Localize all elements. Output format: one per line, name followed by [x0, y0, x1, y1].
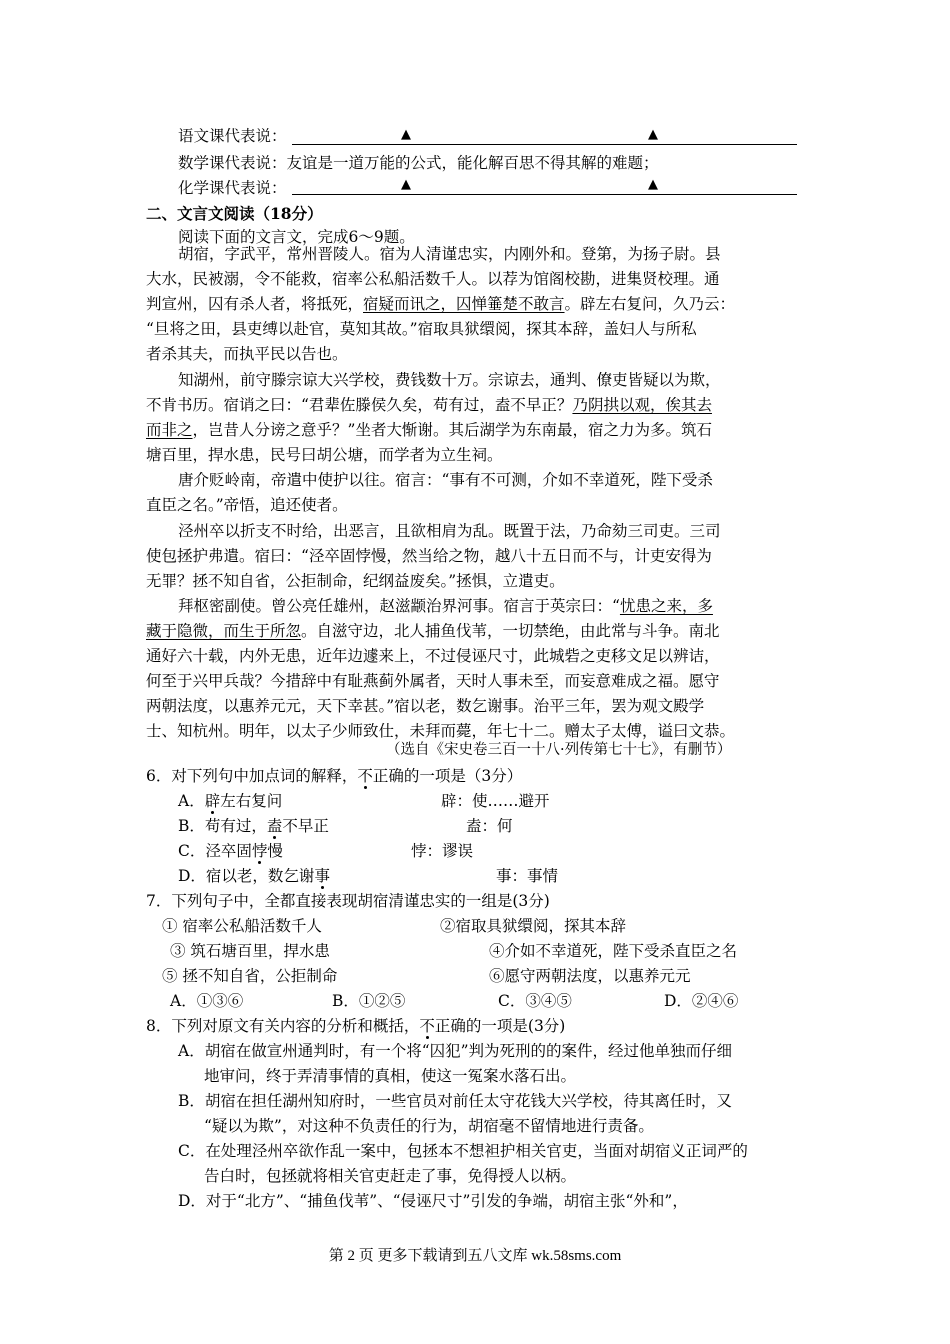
passage-line: 唐介贬岭南，帝遣中使护以往。宿言：“事有不可测，介如不幸道死，陛下受杀 [178, 471, 713, 489]
underlined-sentence: 宿疑而讯之，囚惮箠楚不敢言 [363, 295, 565, 313]
q7-option-d[interactable]: D．②④⑥ [664, 992, 739, 1010]
math-rep-line [178, 151, 659, 175]
passage-line: 塘百里，捍水患，民号曰胡公塘，而学者为立生祠。 [146, 446, 503, 464]
chinese-rep-label: 语文课代表说： [178, 127, 287, 145]
question-7-stem: 7．下列句子中，全都直接表现胡宿清谨忠实的一组是(3分) [146, 892, 550, 910]
triangle-marker-icon: ▲ [401, 127, 411, 142]
passage-line: 两朝法度，以惠养元元，天下幸甚。”宿以老，数乞谢事。治平三年，罢为观文殿学 [146, 697, 705, 715]
q7-option-c[interactable]: C．③④⑤ [498, 992, 572, 1010]
q8-option-a-cont: 地审问，终于弄清事情的真相，使这一冤案水落石出。 [204, 1067, 577, 1085]
q7-sentence-2: ②宿取具狱缳阅，探其本辞 [440, 917, 627, 935]
math-rep-label: 数学课代表说： [178, 154, 287, 172]
q6-gloss-a: 辟：使……避开 [441, 792, 550, 810]
passage-line: 直臣之名。”帝悟，追还使者。 [146, 496, 348, 514]
q6-gloss-b: 盍：何 [466, 817, 513, 835]
q8-option-d[interactable]: D．对于“北方”、“捕鱼伐苇”、“侵诬尺寸”引发的争端，胡宿主张“外和”， [178, 1192, 688, 1210]
q7-sentence-6: ⑥愿守两朝法度，以惠养元元 [489, 967, 691, 985]
passage-line: 胡宿，字武平，常州晋陵人。宿为人清谨忠实，内刚外和。登第，为扬子尉。县 [178, 245, 721, 263]
passage-line: 泾州卒以折支不时给，出恶言，且欲相肩为乱。既置于法，乃命劾三司吏。三司 [178, 522, 721, 540]
question-8-stem: 8．下列对原文有关内容的分析和概括，不正确的一项是(3分) [146, 1017, 566, 1035]
triangle-marker-icon: ▲ [648, 127, 658, 142]
q6-option-d[interactable]: D．宿以老，数乞谢事 [178, 867, 330, 885]
chemistry-rep-answer-blank[interactable] [292, 177, 797, 195]
passage-line: 通好六十载，内外无患，近年边遽来上，不过侵诬尺寸，此城砦之吏移文足以辨诘， [146, 647, 720, 665]
chemistry-rep-label: 化学课代表说： [178, 179, 287, 197]
passage-line: 者杀其夫，而执平民以告也。 [146, 345, 348, 363]
q7-sentence-3: ③ 筑石塘百里，捍水患 [170, 942, 330, 960]
q8-option-b[interactable]: B．胡宿在担任湖州知府时，一些官员对前任太守花钱大兴学校，待其离任时，又 [178, 1092, 732, 1110]
q6-option-b[interactable]: B．苟有过，盍不早正 [178, 817, 329, 835]
passage-line: 大水，民被溺，令不能救，宿率公私船活数千人。以荐为馆阁校勘，进集贤校理。通 [146, 270, 720, 288]
q8-option-a[interactable]: A．胡宿在做宣州通判时，有一个将“囚犯”判为死刑的的案件，经过他单独而仔细 [178, 1042, 733, 1060]
triangle-marker-icon: ▲ [648, 177, 658, 192]
underlined-sentence: 乃阴拱以观，俟其去 [572, 396, 712, 414]
q6-gloss-c: 悖：谬误 [411, 842, 474, 860]
underlined-sentence: 忧患之来，多 [619, 597, 713, 615]
reading-intro: 阅读下面的文言文，完成6～9题。 [178, 228, 415, 246]
passage-line: “旦将之田，县吏缚以赴官，莫知其故。”宿取具狱缳阅，探其本辞，盖妇人与所私 [146, 320, 697, 338]
underlined-sentence: 而非之 [146, 421, 193, 439]
section-heading: 二、文言文阅读（18分） [146, 204, 323, 223]
question-6-stem: 6．对下列句中加点词的解释，不正确的一项是（3分） [146, 767, 523, 785]
q8-option-c-cont: 告白时，包拯就将相关官吏赶走了事，免得授人以柄。 [204, 1167, 577, 1185]
q7-option-b[interactable]: B．①②⑤ [332, 992, 406, 1010]
passage-line: 藏于隐微，而生于所忽。自滋守边，北人捕鱼伐苇，一切禁绝，由此常与斗争。南北 [146, 622, 720, 640]
q7-sentence-4: ④介如不幸道死，陛下受杀直臣之名 [489, 942, 738, 960]
triangle-marker-icon: ▲ [401, 177, 411, 192]
passage-line: 士、知杭州。明年，以太子少师致仕，未拜而薨，年七十二。赠太子太傅，谥曰文恭。 [146, 722, 736, 740]
passage-line: 拜枢密副使。曾公亮任雄州，赵滋颛治界河事。宿言于英宗曰：“忧患之来，多 [178, 597, 713, 615]
q6-option-c[interactable]: C．泾卒固悖慢 [178, 842, 283, 860]
q7-option-a[interactable]: A．①③⑥ [170, 992, 244, 1010]
passage-line: 不肯书历。宿诮之曰：“君辈佐滕侯久矣，苟有过，盍不早正？乃阴拱以观，俟其去 [146, 396, 712, 414]
source-citation: （选自《宋史卷三百一十八·列传第七十七》，有删节） [386, 742, 732, 758]
passage-line: 知湖州，前守滕宗谅大兴学校，费钱数十万。宗谅去，通判、僚吏皆疑以为欺， [178, 371, 721, 389]
q7-sentence-5: ⑤ 拯不知自省，公拒制命 [162, 967, 338, 985]
q6-gloss-d: 事：事情 [496, 867, 559, 885]
passage-line: 无罪？拯不知自省，公拒制命，纪纲益废矣。”拯惧，立遣吏。 [146, 572, 565, 590]
q8-option-b-cont: “疑以为欺”，对这种不负责任的行为，胡宿毫不留情地进行责备。 [204, 1117, 654, 1135]
passage-line: 判宣州，囚有杀人者，将抵死，宿疑而讯之，囚惮箠楚不敢言。辟左右复问，久乃云： [146, 295, 736, 313]
passage-line: 使包拯护弗遣。宿曰：“泾卒固悖慢，然当给之物，越八十五日而不与，计吏安得为 [146, 547, 712, 565]
chinese-rep-answer-blank[interactable] [292, 127, 797, 145]
q7-sentence-1: ① 宿率公私船活数千人 [162, 917, 322, 935]
underlined-sentence: 藏于隐微，而生于所忽 [146, 622, 302, 640]
q6-option-a[interactable]: A．辟左右复问 [178, 792, 283, 810]
math-rep-text: 友谊是一道万能的公式，能化解百思不得其解的难题； [286, 154, 659, 172]
passage-line: 而非之，岂昔人分谤之意乎？”坐者大惭谢。其后湖学为东南最，宿之力为多。筑石 [146, 421, 712, 439]
page-footer: 第 2 页 更多下载请到五八文库 wk.58sms.com [328, 1248, 622, 1264]
passage-line: 何至于兴甲兵哉？今措辞中有耻燕蓟外属者，天时人事未至，而妄意难成之福。愿守 [146, 672, 720, 690]
q8-option-c[interactable]: C．在处理泾州卒欲作乱一案中，包拯本不想袒护相关官吏，当面对胡宿义正词严的 [178, 1142, 748, 1160]
